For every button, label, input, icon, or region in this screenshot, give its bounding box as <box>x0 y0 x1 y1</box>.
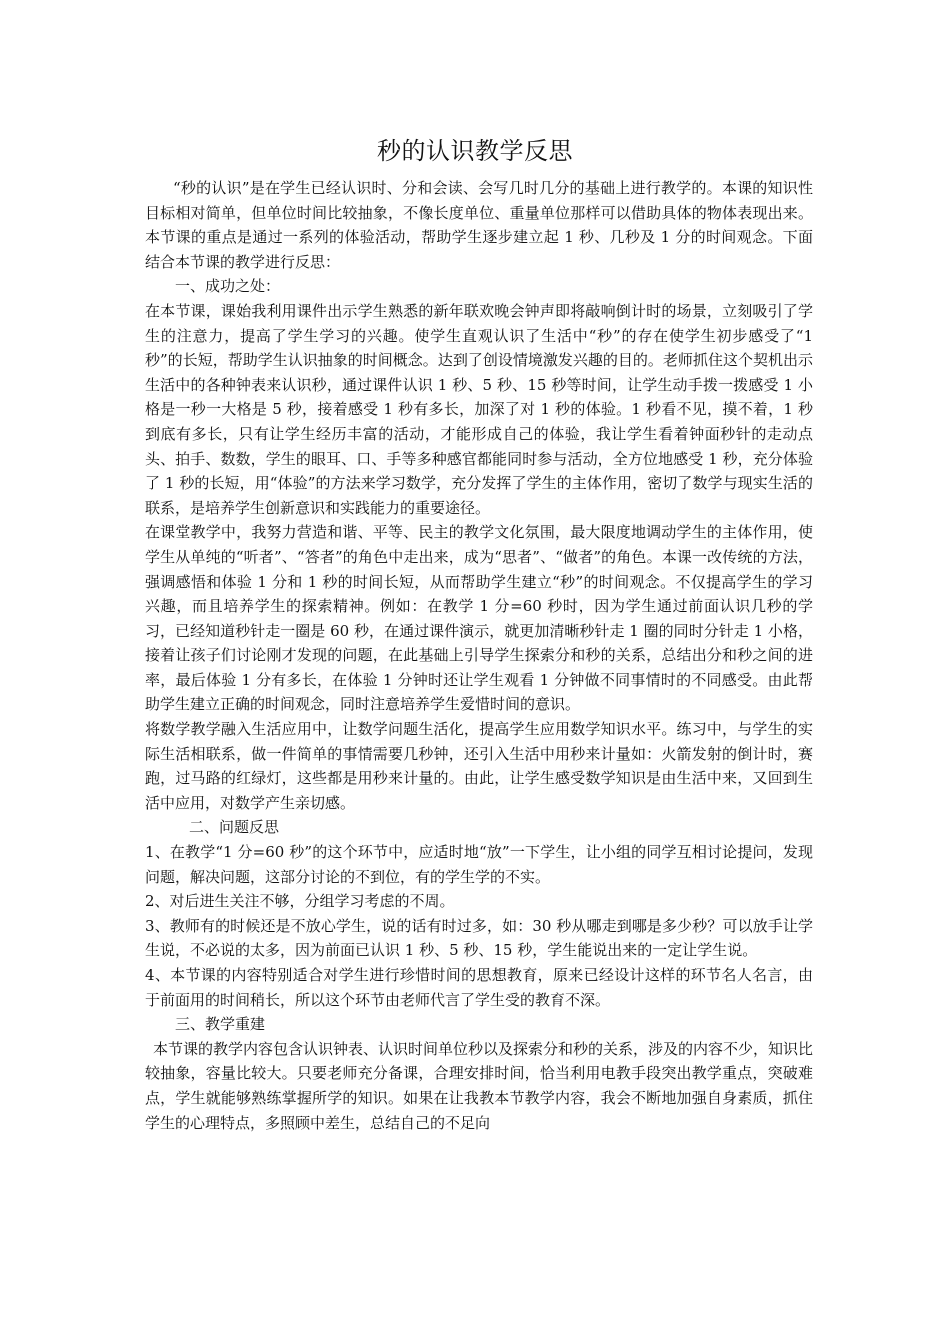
section1-paragraph-1: 在本节课，课始我利用课件出示学生熟悉的新年联欢晚会钟声即将敲响倒计时的场景，立刻吸引了学生的注意力，提高了学生学习的兴趣。使学生直观认识了生活中“秒”的存在使学生初步感受了“1 秒”的长短，帮助学生认识抽象的时间概念。达到了创设情境激发兴趣的目的。老师抓住这个契机出示生活中的各种钟表来认识秒，通过课件认识 1 秒、5 秒、15 秒等时间，让学生动手拨一拨感受 1 小格是一秒一大格是 5 秒，接着感受 1 秒有多长，加深了对 1 秒的体验。1 秒看不见，摸不着，1 秒到底有多长，只有让学生经历丰富的活动，才能形成自己的体验，我让学生看着钟面秒针的走动点头、拍手、数数，学生的眼耳、口、手等多种感官都能同时参与活动，全方位地感受 1 秒，充分体验了 1 秒的长短，用“体验”的方法来学习数学，充分发挥了学生的主体作用，密切了数学与现实生活的联系，是培养学生创新意识和实践能力的重要途径。 <box>145 301 813 517</box>
section3-paragraph-1: 本节课的教学内容包含认识钟表、认识时间单位秒以及探索分和秒的关系，涉及的内容不少，知识比较抽象，容量比较大。只要老师充分备课，合理安排时间，恰当利用电教手段突出教学重点，突破难点，学生就能够熟练掌握所学的知识。如果在让我教本节教学内容，我会不断地加强自身素质，抓住学生的心理特点，多照顾中差生，总结自己的不足向 <box>145 1039 814 1132</box>
section-heading-problems: 二、问题反思 <box>189 818 280 837</box>
page-title: 秒的认识教学反思 <box>377 137 573 165</box>
intro-paragraph: “秒的认识”是在学生已经认识时、分和会读、会写几时几分的基础上进行教学的。本课的知识性目标相对简单，但单位时间比较抽象，不像长度单位、重量单位那样可以借助具体的物体表现出来。本节课的重点是通过一系列的体验活动，帮助学生逐步建立起 1 秒、几秒及 1 分的时间观念。下面结合本节课的教学进行反思： <box>145 179 813 271</box>
problem-item-4: 4、本节课的内容特别适合对学生进行珍惜时间的思想教育，原来已经设计这样的环节名人名言，由于前面用的时间稍长，所以这个环节由老师代言了学生受的教育不深。 <box>145 966 813 1009</box>
problem-item-2: 2、对后进生关注不够，分组学习考虑的不周。 <box>145 892 455 911</box>
section1-paragraph-3: 将数学教学融入生活应用中，让数学问题生活化，提高学生应用数学知识水平。练习中，与学生的实际生活相联系，做一件简单的事情需要几秒钟，还引入生活中用秒来计量如：火箭发射的倒计时，赛跑，过马路的红绿灯，这些都是用秒来计量的。由此，让学生感受数学知识是由生活中来，又回到生活中应用，对数学产生亲切感。 <box>145 720 813 812</box>
document-body <box>145 176 813 1135</box>
section-heading-success: 一、成功之处： <box>175 277 281 296</box>
section-heading-rebuild: 三、教学重建 <box>175 1015 266 1034</box>
problem-item-3: 3、教师有的时候还是不放心学生，说的话有时过多，如：30 秒从哪走到哪是多少秒？可以放手让学生说，不必说的太多，因为前面已认识 1 秒、5 秒、15 秒，学生能说出来的一定让学生说。 <box>145 916 813 960</box>
problem-item-1: 1、在教学“1 分=60 秒”的这个环节中，应适时地“放”一下学生，让小组的同学互相讨论提问，发现问题，解决问题，这部分讨论的不到位，有的学生学的不实。 <box>145 843 813 886</box>
section1-paragraph-2: 在课堂教学中，我努力营造和谐、平等、民主的教学文化氛围，最大限度地调动学生的主体作用，使学生从单纯的“听者”、“答者”的角色中走出来，成为“思者”、“做者”的角色。本课一改传统的方法，强调感悟和体验 1 分和 1 秒的时间长短，从而帮助学生建立“秒”的时间观念。不仅提高学生的学习兴趣，而且培养学生的探索精神。例如：在教学 1 分=60 秒时，因为学生通过前面认识几秒的学习，已经知道秒针走一圈是 60 秒，在通过课件演示，就更加清晰秒针走 1 圈的同时分针走 1 小格，接着让孩子们讨论刚才发现的问题，在此基础上引导学生探索分和秒的关系，总结出分和秒之间的进率，最后体验 1 分有多长，在体验 1 分钟时还让学生观看 1 分钟做不同事情时的不同感受。由此帮助学生建立正确的时间观念，同时注意培养学生爱惜时间的意识。 <box>145 523 813 714</box>
